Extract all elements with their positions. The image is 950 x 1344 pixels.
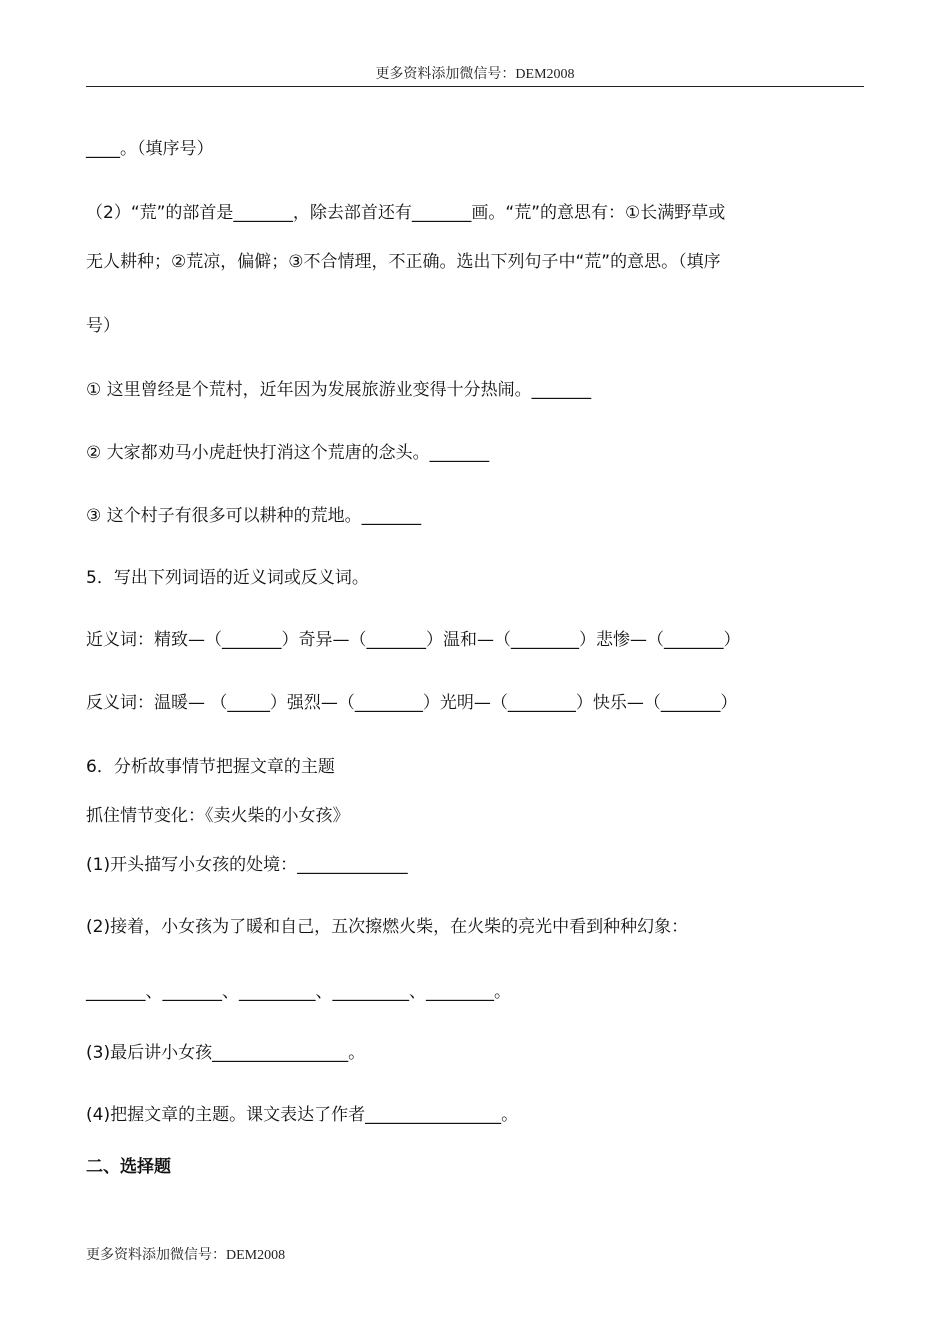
answer-blank-fill-number: ____。（填序号） [86, 139, 214, 159]
question-2-line-2: 无人耕种；②荒凉，偏僻；③不合情理，不正确。选出下列句子中“荒”的意思。（填序 [86, 252, 721, 272]
question-2-line-1: （2）“荒”的部首是_______，除去部首还有_______画。“荒”的意思有：①长满野草或 [86, 203, 726, 223]
sentence-item-1: ① 这里曾经是个荒村，近年因为发展旅游业变得十分热闹。_______ [86, 380, 592, 400]
synonyms-line: 近义词：精致—（_______）奇异—（_______）温和—（________）悲惨—（_______） [86, 630, 741, 650]
sub-question-2-blanks: _______、_______、_________、_________、________。 [86, 982, 511, 1002]
page-footer: 更多资料添加微信号：DEM2008 [86, 1248, 286, 1263]
sentence-item-2: ② 大家都劝马小虎赶快打消这个荒唐的念头。_______ [86, 443, 490, 463]
sub-question-4: (4)把握文章的主题。课文表达了作者________________。 [86, 1105, 519, 1125]
sub-question-3: (3)最后讲小女孩________________。 [86, 1043, 366, 1063]
question-6-title: 6．分析故事情节把握文章的主题 [86, 757, 335, 777]
sub-question-1: (1)开头描写小女孩的处境：_____________ [86, 855, 408, 875]
sentence-item-3: ③ 这个村子有很多可以耕种的荒地。_______ [86, 506, 422, 526]
sub-question-2: (2)接着，小女孩为了暖和自己，五次擦燃火柴，在火柴的亮光中看到种种幻象： [86, 917, 689, 937]
question-2-line-3: 号） [86, 316, 120, 336]
plot-change-label: 抓住情节变化：《卖火柴的小女孩》 [86, 806, 350, 826]
antonyms-line: 反义词：温暖— （_____）强烈—（________）光明—（________）快乐—（_______） [86, 693, 738, 713]
question-5-title: 5．写出下列词语的近义词或反义词。 [86, 568, 369, 588]
page-header: 更多资料添加微信号：DEM2008 [86, 66, 864, 87]
section-heading-choice: 二、选择题 [86, 1157, 171, 1177]
